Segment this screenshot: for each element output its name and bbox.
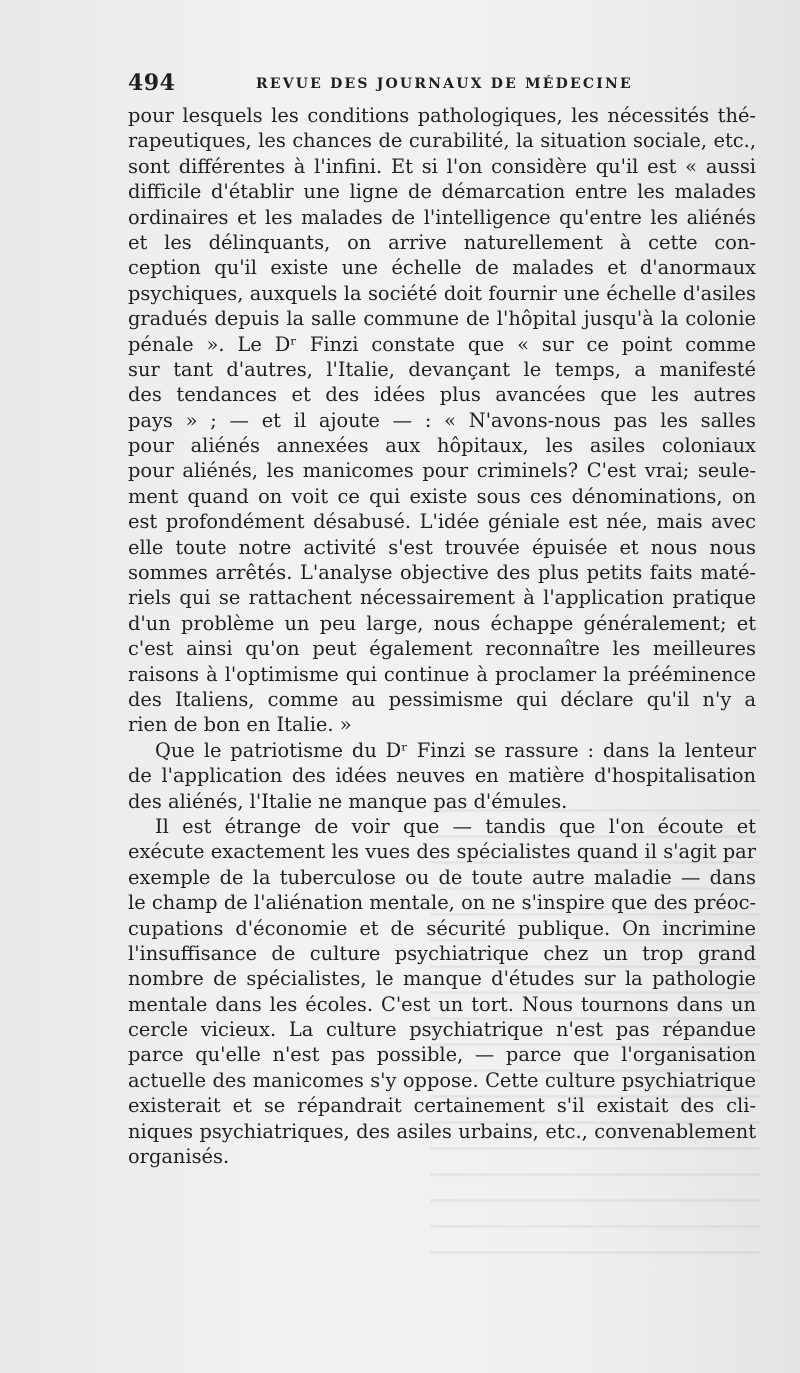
text-line: Que le patriotisme du Dʳ Finzi se rassure : dans la lenteur [155, 738, 756, 762]
text-line: Il est étrange de voir que — tandis que l'on écoute et [155, 814, 756, 838]
text-line: est profondément désabusé. L'idée géniale est née, mais avec [128, 510, 756, 534]
paragraph [128, 814, 756, 1169]
text-line: gradués depuis la salle commune de l'hôpital jusqu'à la colonie [128, 307, 756, 331]
paragraph [128, 103, 756, 738]
text-line: exemple de la tuberculose ou de toute autre maladie — dans [128, 865, 756, 889]
page-header [128, 70, 758, 104]
text-line: des tendances et des idées plus avancées que les autres [128, 383, 756, 407]
text-line: pour aliénés annexées aux hôpitaux, les asiles coloniaux [128, 434, 756, 458]
text-line: raisons à l'optimisme qui continue à proclamer la prééminence [128, 662, 756, 686]
paragraph [128, 738, 756, 814]
text-line: de l'application des idées neuves en matière d'hospitalisation [128, 764, 756, 788]
text-line: l'insuffisance de culture psychiatrique chez un trop grand [128, 941, 756, 965]
text-line: cupations d'économie et de sécurité publique. On incrimine [128, 916, 756, 940]
text-line: ception qu'il existe une échelle de malades et d'anormaux [128, 256, 756, 280]
text-line: sont différentes à l'infini. Et si l'on considère qu'il est « aussi [128, 154, 756, 178]
text-line: elle toute notre activité s'est trouvée épuisée et nous nous [128, 535, 756, 559]
text-line: niques psychiatriques, des asiles urbains, etc., convenablement [128, 1119, 756, 1143]
text-line: riels qui se rattachent nécessairement à l'application pratique [128, 586, 756, 610]
text-line: existerait et se répandrait certainement s'il existait des cli- [128, 1094, 756, 1118]
text-line: sommes arrêtés. L'analyse objective des plus petits faits maté- [128, 561, 756, 585]
text-line: sur tant d'autres, l'Italie, devançant le temps, a manifesté [128, 357, 756, 381]
text-line: des aliénés, l'Italie ne manque pas d'émules. [128, 789, 568, 813]
page-number: 494 [128, 70, 176, 96]
text-line: cercle vicieux. La culture psychiatrique n'est pas répandue [128, 1018, 756, 1042]
text-line: pénale ». Le Dʳ Finzi constate que « sur ce point comme [128, 332, 756, 356]
text-line: organisés. [128, 1145, 230, 1169]
text-line: parce qu'elle n'est pas possible, — parce que l'organisation [128, 1043, 756, 1067]
text-line: exécute exactement les vues des spécialistes quand il s'agit par [128, 840, 756, 864]
text-line: ordinaires et les malades de l'intelligence qu'entre les aliénés [128, 205, 756, 229]
text-line: pour aliénés, les manicomes pour criminels? C'est vrai; seule- [128, 459, 756, 483]
text-line: psychiques, auxquels la société doit fournir une échelle d'asiles [128, 281, 756, 305]
running-head: REVUE DES JOURNAUX DE MÉDECINE [256, 76, 633, 92]
text-line: rien de bon en Italie. » [128, 713, 352, 737]
text-line: pays » ; — et il ajoute — : « N'avons-nous pas les salles [128, 408, 756, 432]
text-line: mentale dans les écoles. C'est un tort. Nous tournons dans un [128, 992, 756, 1016]
text-line: actuelle des manicomes s'y oppose. Cette culture psychiatrique [128, 1068, 756, 1092]
text-line: ment quand on voit ce qui existe sous ces dénominations, on [128, 484, 756, 508]
text-line: d'un problème un peu large, nous échappe généralement; et [128, 611, 756, 635]
text-line: c'est ainsi qu'on peut également reconnaître les meilleures [128, 637, 756, 661]
text-line: pour lesquels les conditions pathologiques, les nécessités thé- [128, 104, 756, 127]
text-line: rapeutiques, les chances de curabilité, la situation sociale, etc., [128, 129, 756, 153]
text-line: des Italiens, comme au pessimisme qui déclare qu'il n'y a [128, 687, 756, 711]
text-line: difficile d'établir une ligne de démarcation entre les malades [128, 180, 756, 204]
text-line: le champ de l'aliénation mentale, on ne s'inspire que des préoc- [128, 891, 756, 915]
body-text [128, 103, 756, 1169]
text-line: et les délinquants, on arrive naturellement à cette con- [128, 230, 756, 254]
text-line: nombre de spécialistes, le manque d'études sur la pathologie [128, 967, 756, 991]
